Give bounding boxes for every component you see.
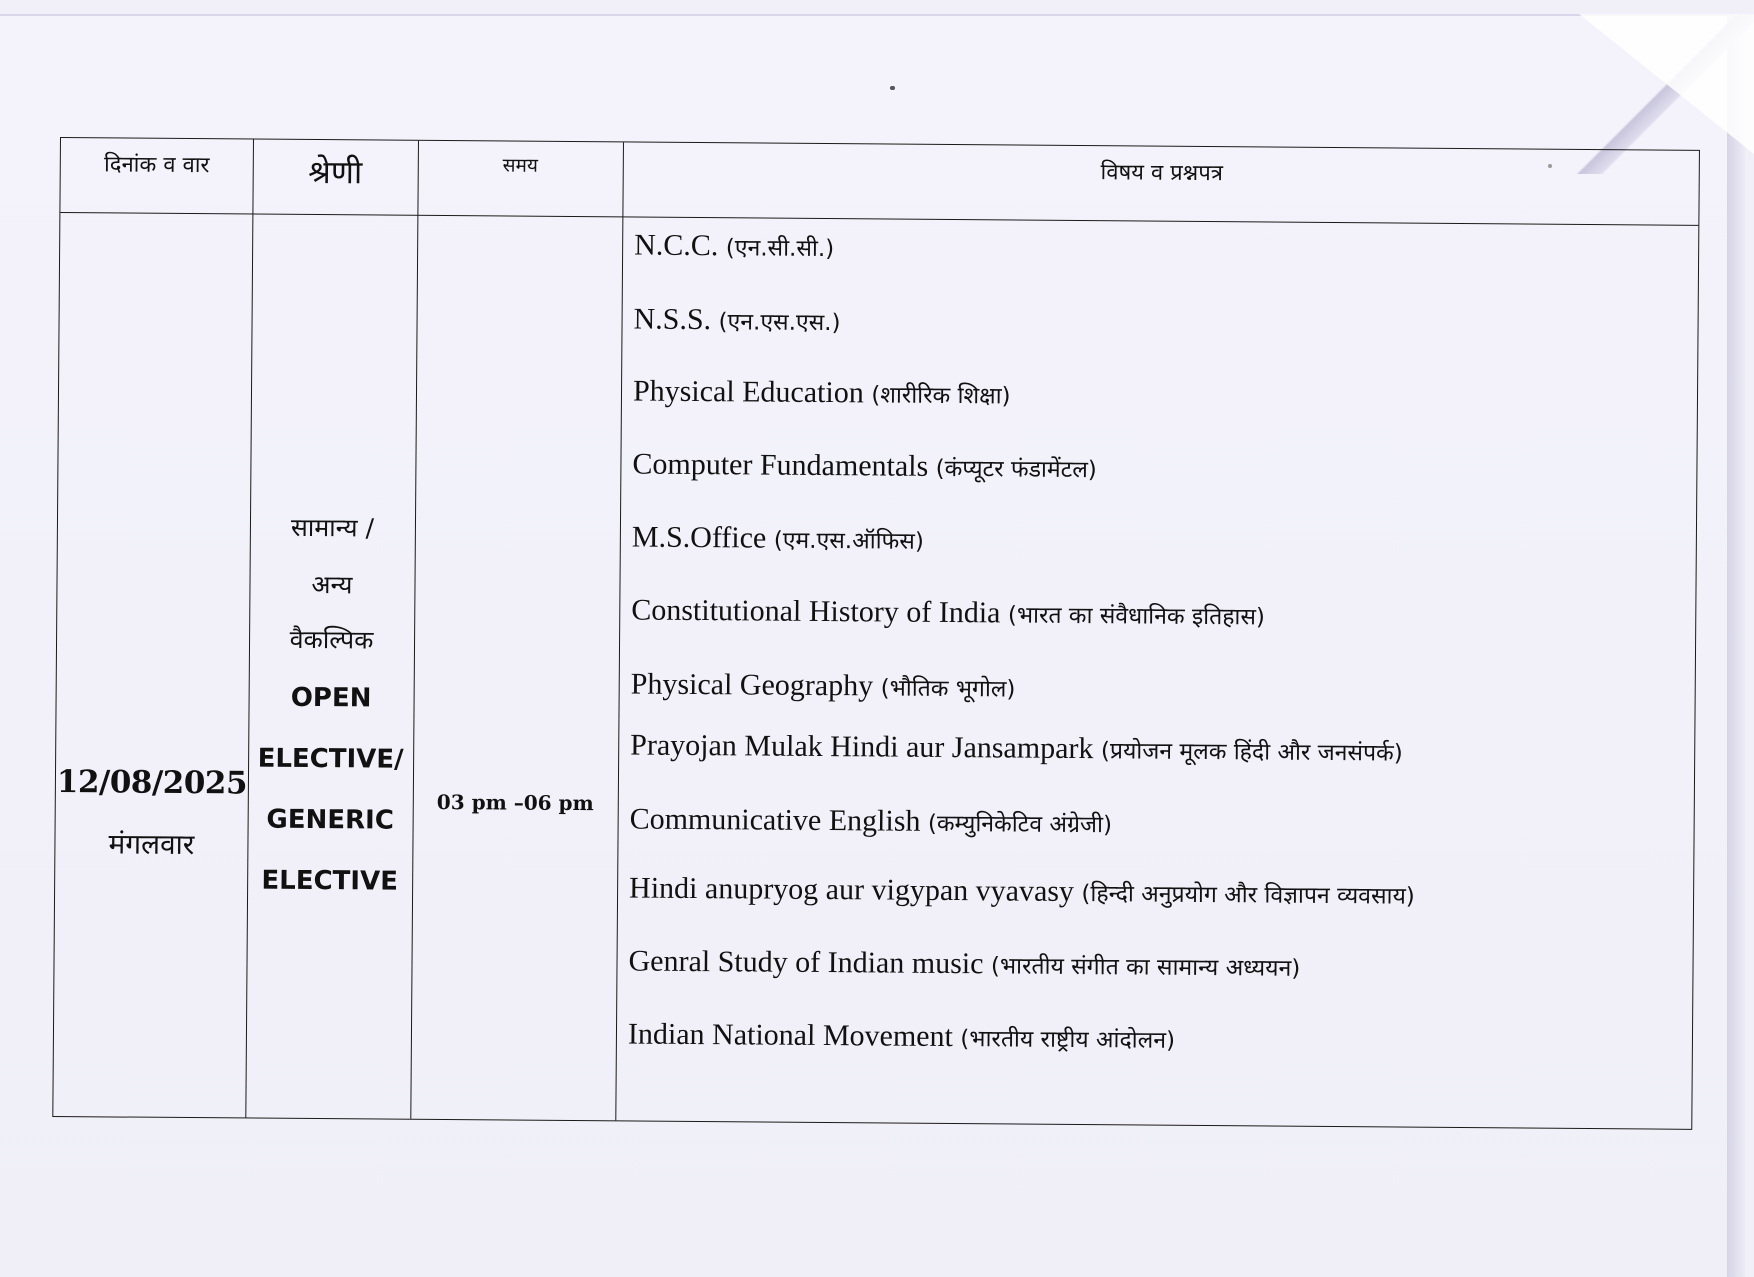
category-line: वैकल्पिक <box>289 624 374 655</box>
subject-item <box>631 594 1265 633</box>
subject-name-hi: (प्रयोजन मूलक हिंदी और जनसंपर्क) <box>1100 738 1403 767</box>
subject-name-en: Indian National Movement <box>627 1017 954 1054</box>
table-header-row <box>60 138 1699 226</box>
category-line: सामान्य / <box>290 512 375 543</box>
exam-day: मंगलवार <box>108 827 195 862</box>
subject-name-en: Physical Geography <box>630 667 874 703</box>
subject-item <box>631 667 1016 704</box>
subject-name-hi: (कंप्यूटर फंडामेंटल) <box>935 455 1097 484</box>
subject-item <box>632 448 1097 486</box>
subject-name-hi: (एन.एस.एस.) <box>718 309 841 337</box>
exam-schedule-table <box>52 137 1700 1130</box>
subject-item <box>628 1017 1175 1055</box>
subject-name-hi: (भारतीय संगीत का सामान्य अध्ययन) <box>990 953 1301 982</box>
exam-time: 03 pm –06 pm <box>436 789 594 816</box>
subject-item <box>630 728 1403 768</box>
subject-name-hi: (भारत का संवैधानिक इतिहास) <box>1007 602 1266 631</box>
subject-name-hi: (एन.सी.सी.) <box>725 235 835 263</box>
header-category: श्रेणी <box>308 152 363 192</box>
subject-item <box>628 944 1300 983</box>
speck <box>890 86 895 90</box>
time-cell <box>410 215 622 1123</box>
subject-name-en: Constitutional History of India <box>631 593 1001 630</box>
date-cell <box>53 212 252 1119</box>
subject-name-hi: (भारतीय राष्ट्रीय आंदोलन) <box>960 1026 1176 1054</box>
category-line: ELECTIVE <box>261 865 399 897</box>
subject-name-en: Physical Education <box>632 374 864 410</box>
subject-name-hi: (एम.एस.ऑफिस) <box>773 527 924 555</box>
exam-date: 12/08/2025 <box>56 763 248 802</box>
subject-name-en: M.S.Office <box>631 520 767 555</box>
subject-item <box>630 802 1113 840</box>
category-line: OPEN <box>290 682 372 714</box>
subject-name-en: N.C.C. <box>634 228 719 263</box>
page-corner-fold <box>1579 14 1754 154</box>
category-line: GENERIC <box>266 804 394 836</box>
subject-name-en: Hindi anupryog aur vigypan vyavasy <box>628 871 1075 908</box>
subject-name-hi: (भौतिक भूगोल) <box>880 675 1016 703</box>
subjects-cell <box>615 216 1700 1130</box>
header-date-day: दिनांक व वार <box>104 152 210 179</box>
subject-item <box>633 303 840 339</box>
subject-name-hi: (शारीरिक शिक्षा) <box>871 382 1011 410</box>
subject-name-en: Prayojan Mulak Hindi aur Jansampark <box>630 728 1094 766</box>
subject-item <box>629 871 1415 911</box>
subject-name-en: Communicative English <box>629 802 921 838</box>
subject-name-en: Genral Study of Indian music <box>628 944 984 981</box>
subject-item <box>634 229 834 265</box>
header-subject: विषय व प्रश्नपत्र <box>1100 160 1224 187</box>
subject-name-en: N.S.S. <box>633 302 712 337</box>
category-line: ELECTIVE/ <box>257 743 404 775</box>
category-line: अन्य <box>311 569 353 600</box>
subject-name-hi: (हिन्दी अनुप्रयोग और विज्ञापन व्यवसाय) <box>1081 881 1415 910</box>
subject-name-en: Computer Fundamentals <box>632 447 929 483</box>
subject-name-hi: (कम्युनिकेटिव अंग्रेजी) <box>927 810 1113 839</box>
header-time: समय <box>502 154 538 177</box>
subject-item <box>633 375 1011 412</box>
subject-item <box>632 521 924 557</box>
category-cell <box>245 214 417 1121</box>
